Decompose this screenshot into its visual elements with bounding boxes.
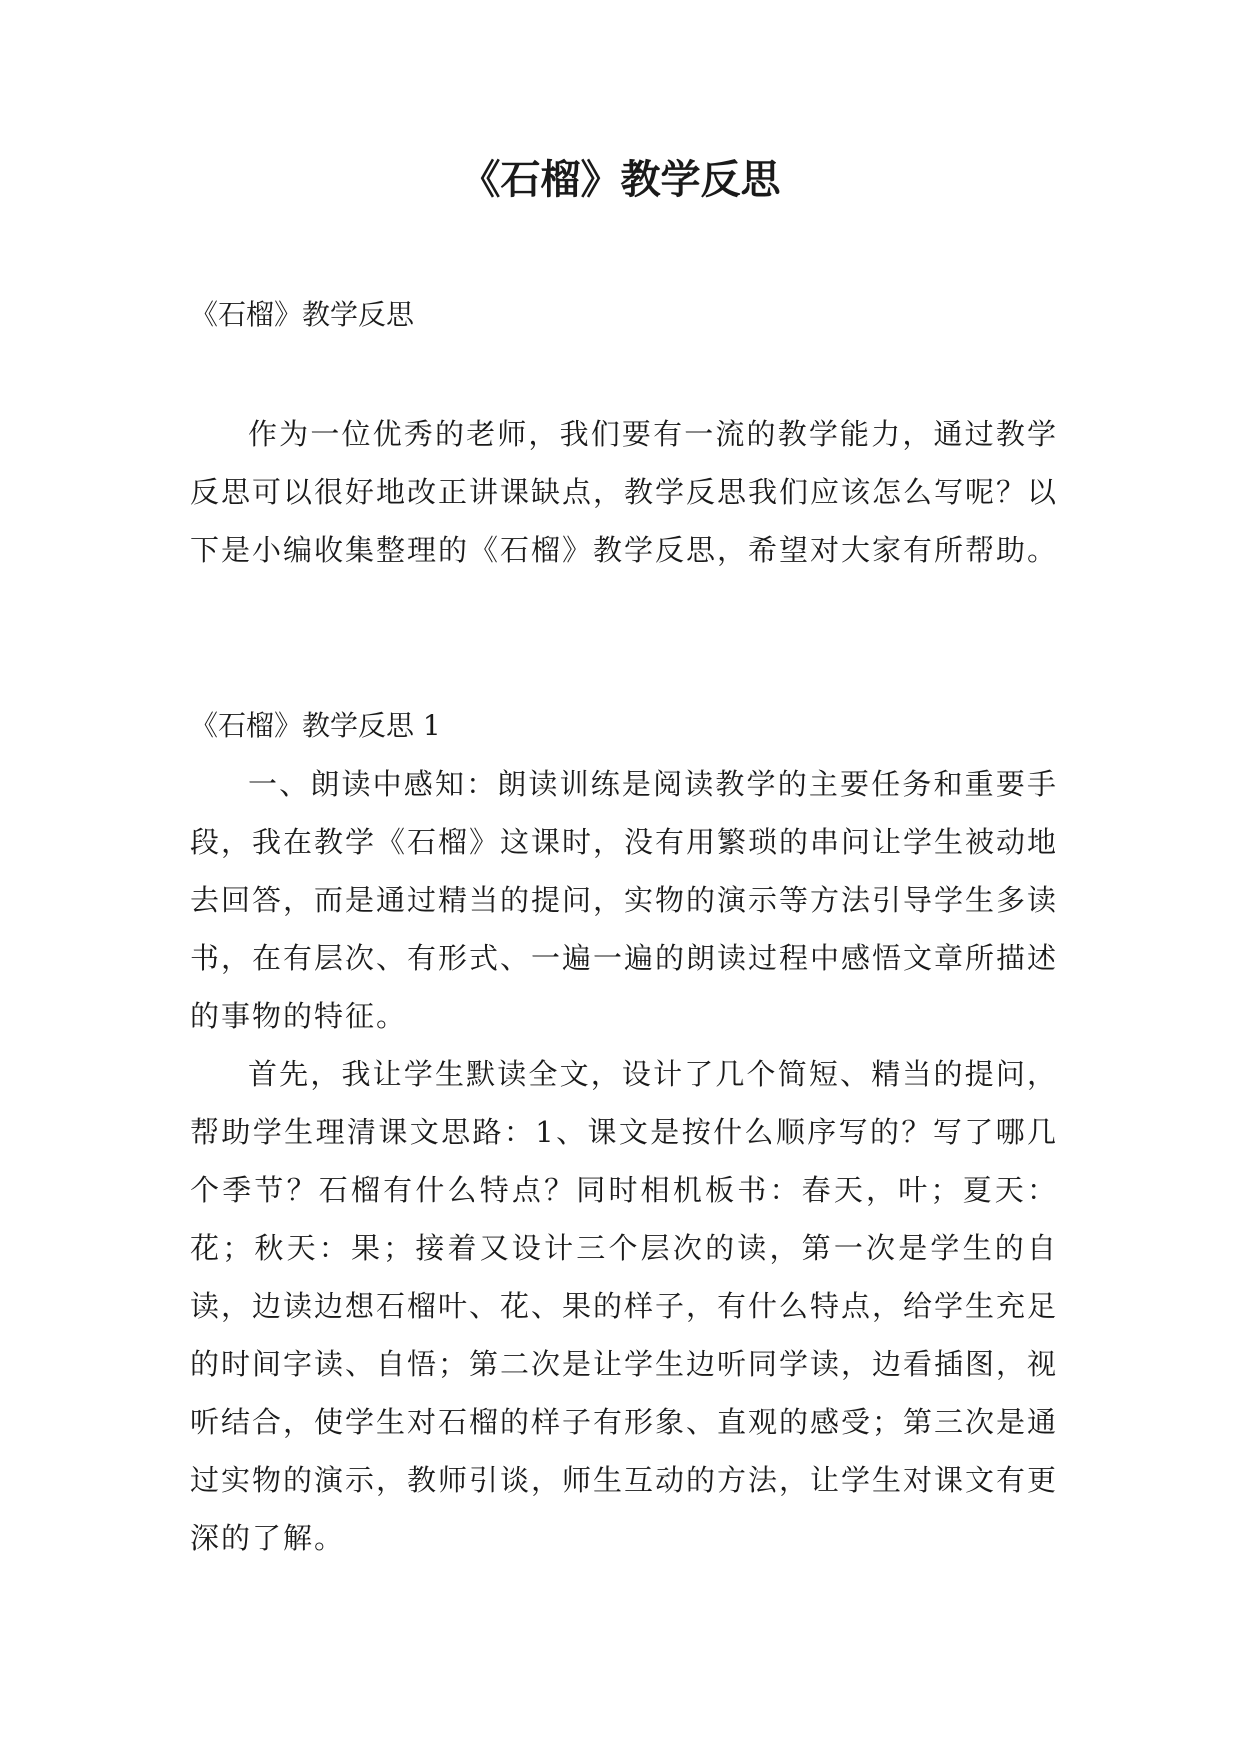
section-paragraph: 一、朗读中感知：朗读训练是阅读教学的主要任务和重要手段，我在教学《石榴》这课时，没有用繁琐的串问让学生被动地去回答，而是通过精当的提问，实物的演示等方法引导学生多读书，在有层次、有形式、一遍一遍的朗读过程中感悟文章所描述的事物的特征。 <box>190 767 1059 1033</box>
intro-paragraph: 作为一位优秀的老师，我们要有一流的教学能力，通过教学反思可以很好地改正讲课缺点，教学反思我们应该怎么写呢？以下是小编收集整理的《石榴》教学反思，希望对大家有所帮助。 <box>190 417 1059 567</box>
document-title: 《石榴》教学反思 <box>460 157 781 203</box>
section-heading: 《石榴》教学反思 1 <box>190 709 441 742</box>
document-subheading: 《石榴》教学反思 <box>190 298 415 331</box>
section-paragraph: 首先，我让学生默读全文，设计了几个简短、精当的提问，帮助学生理清课文思路：1、课文是按什么顺序写的？写了哪几个季节？石榴有什么特点？同时相机板书：春天，叶；夏天：花；秋天：果；接着又设计三个层次的读，第一次是学生的自读，边读边想石榴叶、花、果的样子，有什么特点，给学生充足的时间字读、自悟；第二次是让学生边听同学读，边看插图，视听结合，使学生对石榴的样子有形象、直观的感受；第三次是通过实物的演示，教师引谈，师生互动的方法，让学生对课文有更深的了解。 <box>190 1057 1059 1555</box>
